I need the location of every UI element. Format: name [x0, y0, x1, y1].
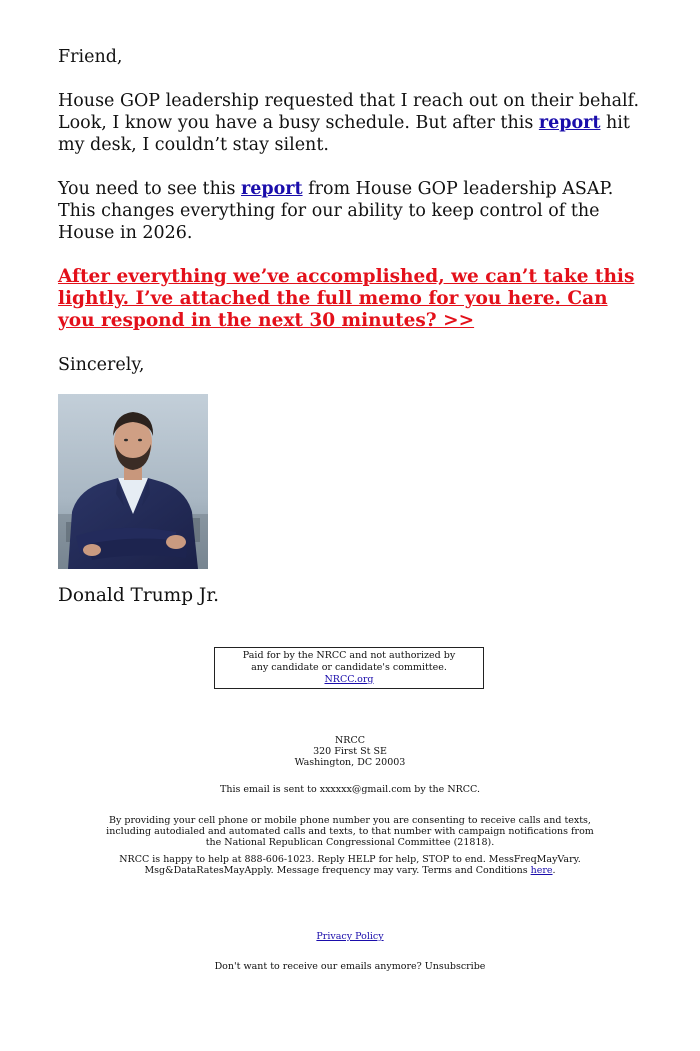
footer-street: 320 First St SE: [313, 746, 387, 757]
footer-org: NRCC: [334, 735, 365, 746]
report-link-2[interactable]: report: [240, 179, 303, 199]
disclaimer-text-block: [233, 650, 465, 686]
footer-city: Washington, DC 20003: [294, 757, 406, 768]
privacy-policy-link[interactable]: Privacy Policy: [316, 931, 384, 942]
signer-photo-illustration: [58, 394, 208, 569]
footer-address: [60, 735, 640, 768]
email-body: [58, 46, 648, 392]
paragraph-2: [58, 178, 648, 244]
paragraph-1-text-start: House GOP leadership requested that I reach out on their behalf. Look, I know you have a busy schedule. But after this: [58, 91, 640, 133]
signer-name: Donald Trump Jr.: [58, 585, 220, 606]
footer-unsubscribe[interactable]: Don't want to receive our emails anymore? Unsubscribe: [214, 961, 486, 972]
terms-link[interactable]: here: [530, 865, 553, 876]
paid-for-disclaimer: [214, 647, 484, 689]
footer-sent-to: This email is sent to xxxxxx@gmail.com by the NRCC.: [219, 784, 481, 795]
sign-off: Sincerely,: [58, 355, 145, 375]
disclaimer-text: Paid for by the NRCC and not authorized by any candidate or candidate's committee.: [242, 650, 456, 673]
footer-help: [60, 854, 640, 876]
nrcc-link[interactable]: NRCC.org: [324, 674, 374, 685]
paragraph-2-text-start: You need to see this: [58, 179, 241, 199]
footer-help-text: NRCC is happy to help at 888-606-1023. Reply HELP for help, STOP to end. MessFreqMayVary. Msg&DataRatesMayApply. Message frequency may vary. Terms and Conditions: [119, 854, 581, 876]
paragraph-1-text-end: hit my desk, I couldn’t stay silent.: [58, 113, 630, 155]
footer-privacy: [60, 931, 640, 942]
footer-help-end: .: [552, 865, 556, 876]
report-link-1[interactable]: report: [538, 113, 601, 133]
footer-consent: By providing your cell phone or mobile phone number you are consenting to receive calls and texts, including autodialed and automated calls and texts, to that number with campaign notifications from the National Republican Congressional Committee (21818).: [106, 815, 594, 848]
paragraph-2-text-end: from House GOP leadership ASAP. This changes everything for our ability to keep control of the House in 2026.: [58, 179, 614, 243]
greeting: Friend,: [58, 47, 123, 67]
paragraph-1: [58, 90, 648, 156]
signer-photo: [58, 394, 208, 569]
cta-link[interactable]: After everything we’ve accomplished, we can’t take this lightly. I’ve attached the full memo for you here. Can you respond in the next 30 minutes? >>: [58, 266, 635, 331]
